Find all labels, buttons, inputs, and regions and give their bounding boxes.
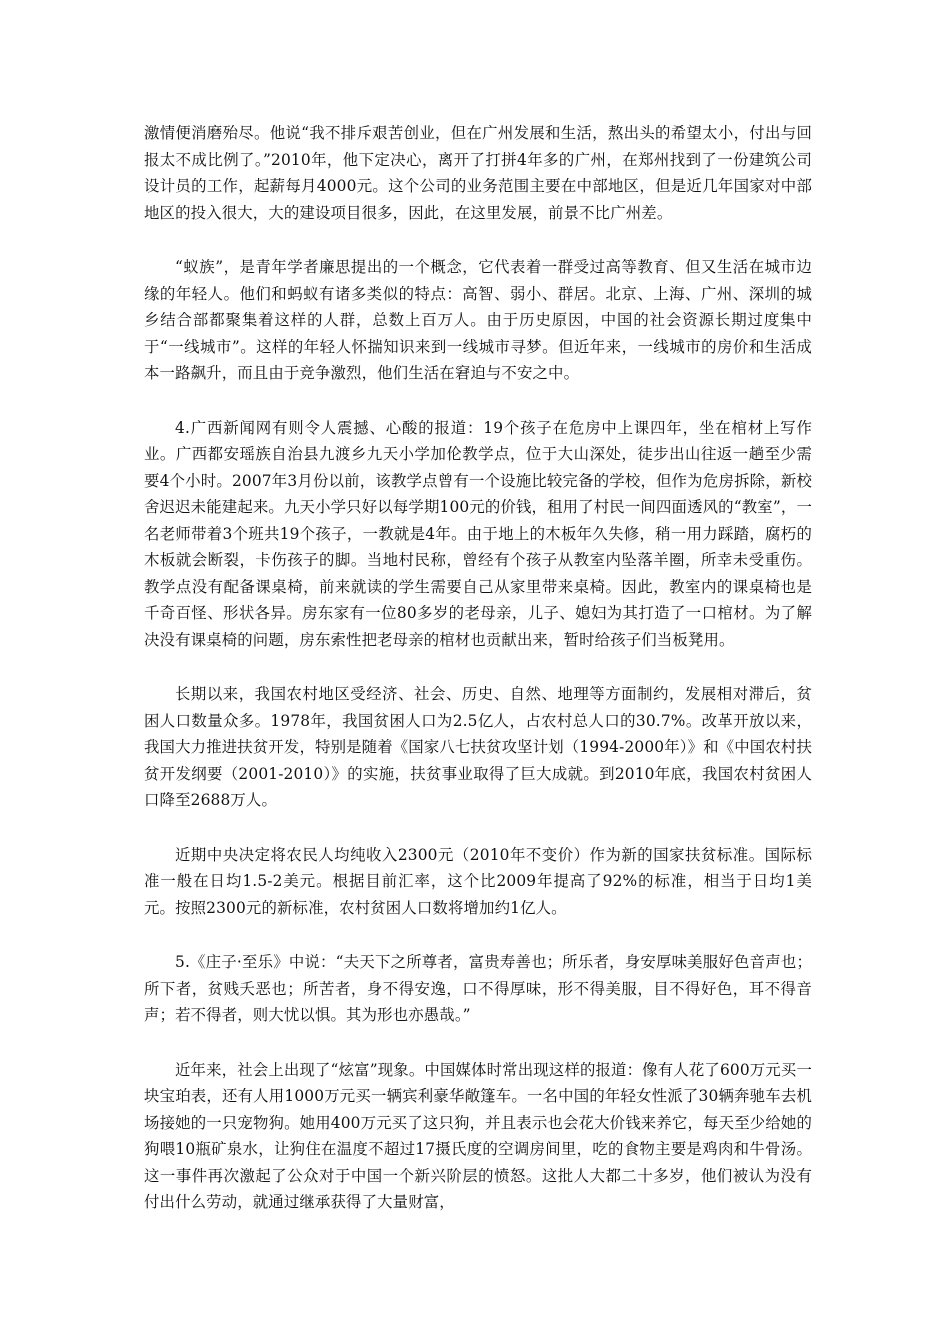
paragraph-continuation: 激情便消磨殆尽。他说“我不排斥艰苦创业，但在广州发展和生活，熬出头的希望太小，付出与回报太不成比例了。”2010年，他下定决心，离开了打拼4年多的广州，在郑州找到了一份建筑公司设计员的工作，起薪每月4000元。这个公司的业务范围主要在中部地区，但是近几年国家对中部地区的投入很大，大的建设项目很多，因此，在这里发展，前景不比广州差。 <box>144 124 812 222</box>
paragraph-wealth-display: 近年来，社会上出现了“炫富”现象。中国媒体时常出现这样的报道：像有人花了600万元买一块宝珀表，还有人用1000万元买一辆宾利豪华敞篷车。一名中国的年轻女性派了30辆奔驰车去机场接她的一只宠物狗。她用400万元买了这只狗，并且表示也会花大价钱来养它，每天至少给她的狗喂10瓶矿泉水，让狗住在温度不超过17摄氏度的空调房间里，吃的食物主要是鸡肉和牛骨汤。这一事件再次激起了公众对于中国一个新兴阶层的愤怒。这批人大都二十多岁，他们被认为没有付出什么劳动，就通过继承获得了大量财富， <box>144 1060 812 1211</box>
paragraph-rural-poverty: 长期以来，我国农村地区受经济、社会、历史、自然、地理等方面制约，发展相对滞后，贫困人口数量众多。1978年，我国贫困人口为2.5亿人，占农村总人口的30.7%。改革开放以来，我国大力推进扶贫开发，特别是随着《国家八七扶贫攻坚计划（1994-2000年）》和《中国农村扶贫开发纲要（2001-2010）》的实施，扶贫事业取得了巨大成就。到2010年底，我国农村贫困人口降至2688万人。 <box>144 685 812 809</box>
paragraph-guangxi-report: 4.广西新闻网有则令人震撼、心酸的报道：19个孩子在危房中上课四年，坐在棺材上写作业。广西都安瑶族自治县九渡乡九天小学加伦教学点，位于大山深处，徒步出山往返一趟至少需要4个小时。2007年3月份以前，该教学点曾有一个设施比较完备的学校，但作为危房拆除，新校舍迟迟未能建起来。九天小学只好以每学期100元的价钱，租用了村民一间四面透风的“教室”，一名老师带着3个班共19个孩子，一教就是4年。由于地上的木板年久失修，稍一用力踩踏，腐朽的木板就会断裂，卡伤孩子的脚。当地村民称，曾经有个孩子从教室内坠落羊圈，所幸未受重伤。教学点没有配备课桌椅，前来就读的学生需要自己从家里带来桌椅。因此，教室内的课桌椅也是千奇百怪、形状各异。房东家有一位80多岁的老母亲，儿子、媳妇为其打造了一口棺材。为了解决没有课桌椅的问题，房东索性把老母亲的棺材也贡献出来，暂时给孩子们当板凳用。 <box>144 418 812 649</box>
paragraph-poverty-standard: 近期中央决定将农民人均纯收入2300元（2010年不变价）作为新的国家扶贫标准。国际标准一般在日均1.5-2美元。根据目前汇率，这个比2009年提高了92%的标准，相当于日均1美元。按照2300元的新标准，农村贫困人口数将增加约1亿人。 <box>144 845 812 917</box>
paragraph-ant-tribe: “蚁族”，是青年学者廉思提出的一个概念，它代表着一群受过高等教育、但又生活在城市边缘的年轻人。他们和蚂蚁有诸多类似的特点：高智、弱小、群居。北京、上海、广州、深圳的城乡结合部都聚集着这样的人群，总数上百万人。由于历史原因，中国的社会资源长期过度集中于“一线城市”。这样的年轻人怀揣知识来到一线城市寻梦。但近年来，一线城市的房价和生活成本一路飙升，而且由于竞争激烈，他们生活在窘迫与不安之中。 <box>144 258 812 382</box>
paragraph-zhuangzi-quote: 5.《庄子·至乐》中说：“夫天下之所尊者，富贵寿善也；所乐者，身安厚味美服好色音声也；所下者，贫贱夭恶也；所苦者，身不得安逸，口不得厚味，形不得美服，目不得好色，耳不得音声；若不得者，则大忧以惧。其为形也亦愚哉。” <box>144 953 812 1024</box>
document-page <box>144 120 812 1244</box>
